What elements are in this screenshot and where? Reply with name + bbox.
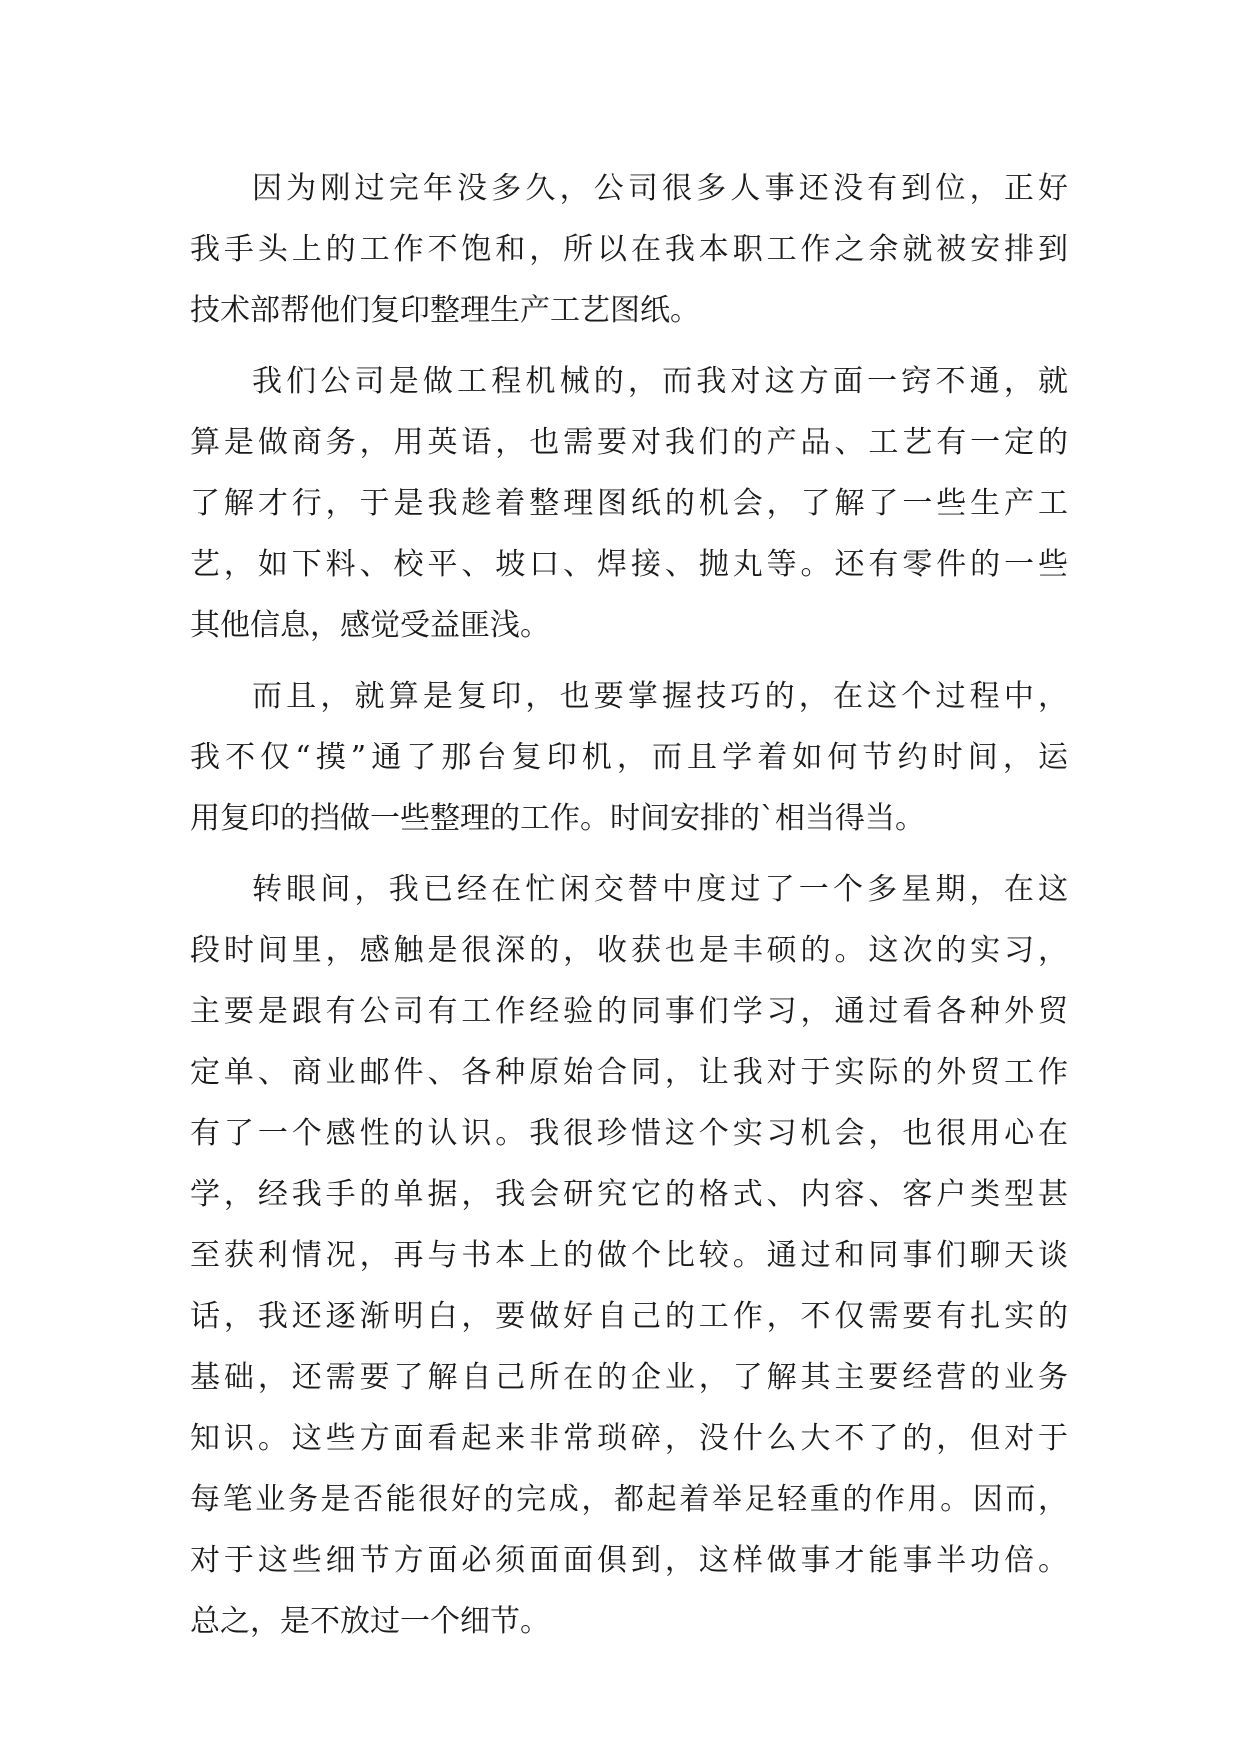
text-line: 话，我还逐渐明白，要做好自己的工作，不仅需要有扎实的 [190,1299,1068,1334]
text-line: 而且，就算是复印，也要掌握技巧的，在这个过程中， [252,679,1068,714]
text-line: 算是做商务，用英语，也需要对我们的产品、工艺有一定的 [190,425,1068,460]
text-line: 了解才行，于是我趁着整理图纸的机会，了解了一些生产工 [190,486,1068,521]
text-line: 我不仅“摸”通了那台复印机，而且学着如何节约时间，运 [190,740,1068,775]
text-line: 其他信息，感觉受益匪浅。 [190,608,550,643]
paragraph-4 [190,859,1068,1652]
text-line: 总之，是不放过一个细节。 [190,1604,550,1639]
paragraph-3 [190,666,1068,849]
text-line: 我们公司是做工程机械的，而我对这方面一窍不通，就 [252,364,1068,399]
text-line: 因为刚过完年没多久，公司很多人事还没有到位，正好 [252,171,1068,206]
text-line: 基础，还需要了解自己所在的企业，了解其主要经营的业务 [190,1360,1068,1395]
text-line: 主要是跟有公司有工作经验的同事们学习，通过看各种外贸 [190,994,1068,1029]
paragraph-1 [190,158,1068,341]
text-line: 技术部帮他们复印整理生产工艺图纸。 [190,293,700,328]
text-line: 用复印的挡做一些整理的工作。时间安排的`相当得当。 [190,801,925,836]
text-line: 转眼间，我已经在忙闲交替中度过了一个多星期，在这 [252,872,1068,907]
paragraph-2 [190,351,1068,656]
text-line: 段时间里，感触是很深的，收获也是丰硕的。这次的实习， [190,933,1068,968]
text-line: 艺，如下料、校平、坡口、焊接、抛丸等。还有零件的一些 [190,547,1068,582]
text-line: 定单、商业邮件、各种原始合同，让我对于实际的外贸工作 [190,1055,1068,1090]
text-line: 对于这些细节方面必须面面俱到，这样做事才能事半功倍。 [190,1543,1068,1578]
text-line: 至获利情况，再与书本上的做个比较。通过和同事们聊天谈 [190,1238,1068,1273]
text-line: 我手头上的工作不饱和，所以在我本职工作之余就被安排到 [190,232,1068,267]
text-line: 学，经我手的单据，我会研究它的格式、内容、客户类型甚 [190,1177,1068,1212]
document-body [190,158,1068,1662]
text-line: 有了一个感性的认识。我很珍惜这个实习机会，也很用心在 [190,1116,1068,1151]
text-line: 每笔业务是否能很好的完成，都起着举足轻重的作用。因而， [190,1482,1068,1517]
text-line: 知识。这些方面看起来非常琐碎，没什么大不了的，但对于 [190,1421,1068,1456]
